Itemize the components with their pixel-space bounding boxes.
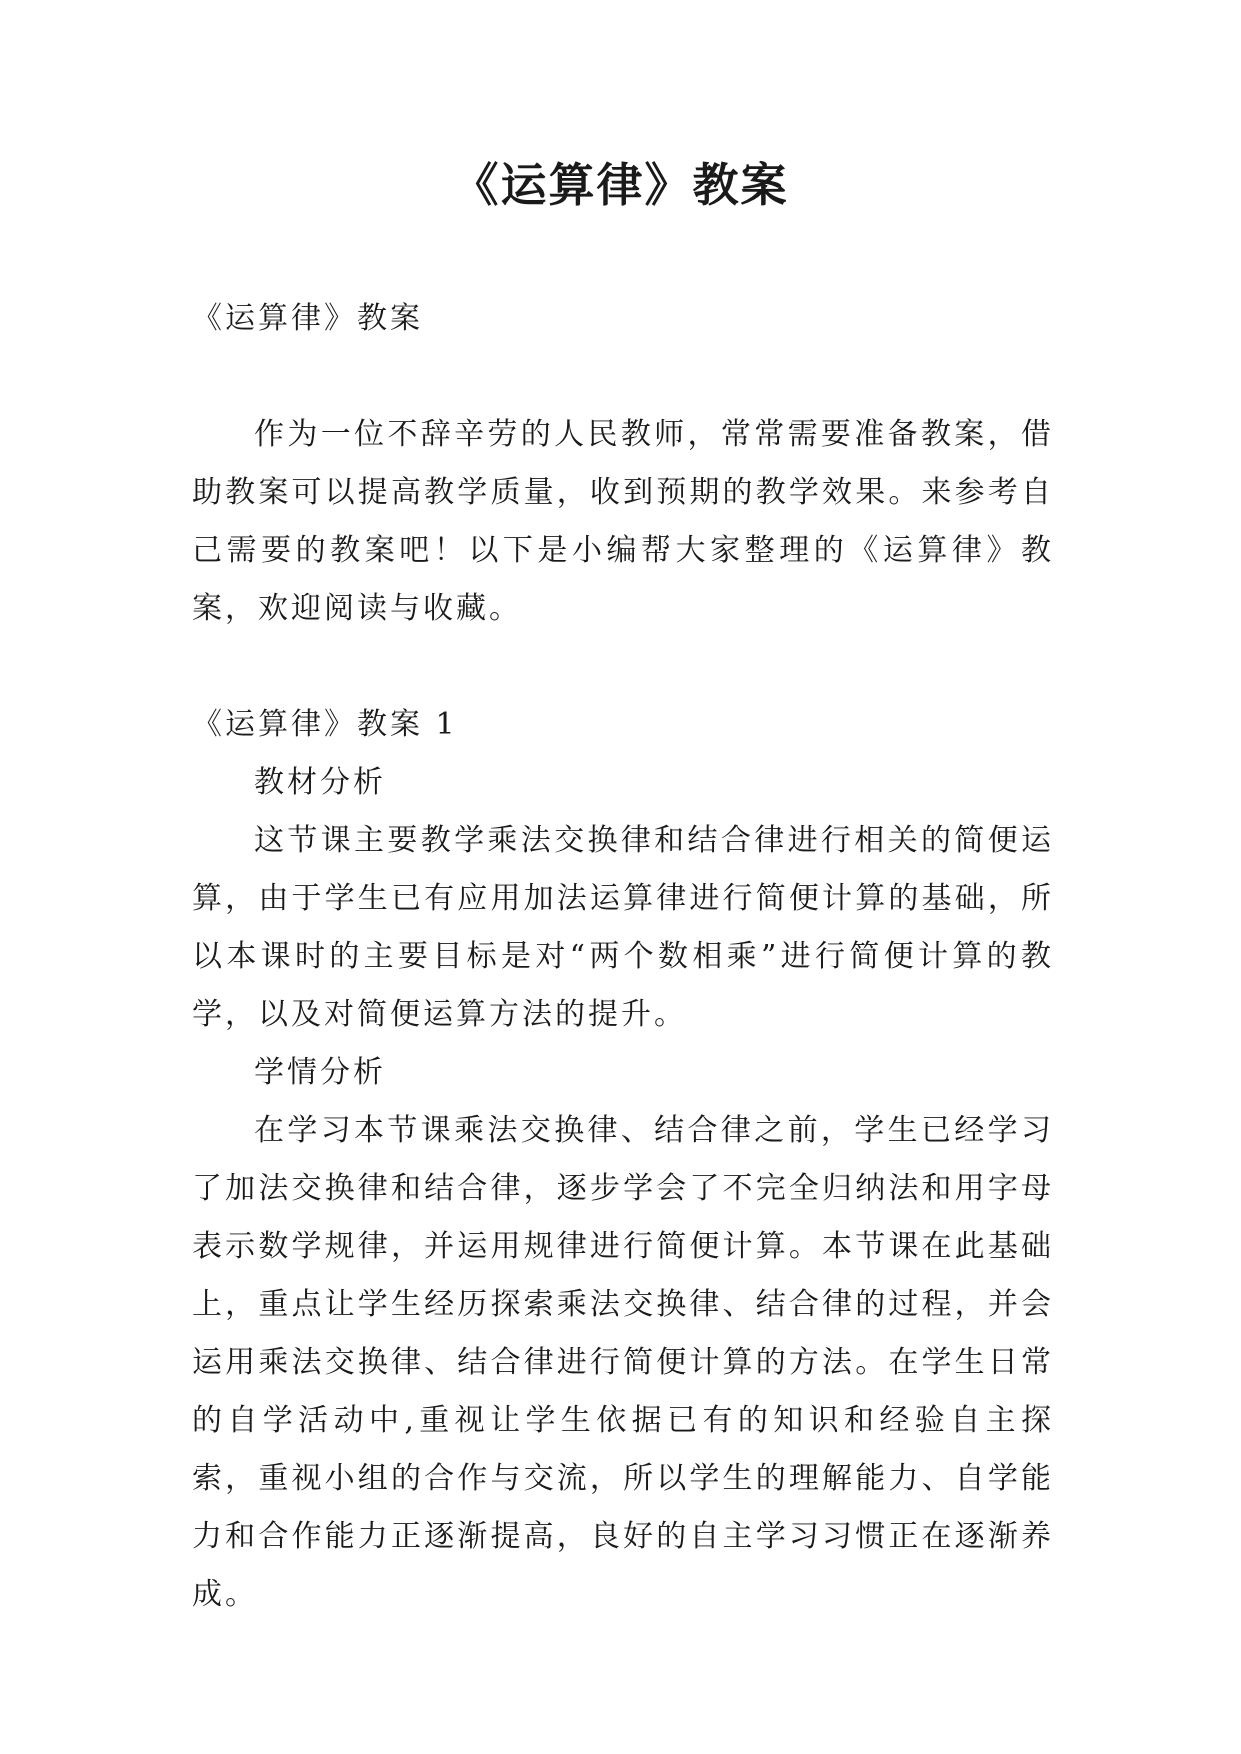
student-analysis-paragraph: 在学习本节课乘法交换律、结合律之前，学生已经学习了加法交换律和结合律，逐步学会了不完全归纳法和用字母表示数学规律，并运用规律进行简便计算。本节课在此基础上，重点让学生经历探索乘法交换律、结合律的过程，并会运用乘法交换律、结合律进行简便计算的方法。在学生日常的自学活动中,重视让学生依据已有的知识和经验自主探索，重视小组的合作与交流，所以学生的理解能力、自学能力和合作能力正逐渐提高，良好的自主学习习惯正在逐渐养成。 (192, 1113, 1054, 1612)
document-body (192, 290, 1054, 1624)
spacer (192, 638, 1054, 696)
intro-paragraph: 作为一位不辞辛劳的人民教师，常常需要准备教案，借助教案可以提高教学质量，收到预期的教学效果。来参考自己需要的教案吧！以下是小编帮大家整理的《运算律》教案，欢迎阅读与收藏。 (192, 417, 1054, 626)
document-subtitle: 《运算律》教案 (192, 301, 423, 336)
textbook-analysis-paragraph: 这节课主要教学乘法交换律和结合律进行相关的简便运算，由于学生已有应用加法运算律进行简便计算的基础，所以本课时的主要目标是对“两个数相乘”进行简便计算的教学，以及对简便运算方法的提升。 (192, 823, 1054, 1032)
textbook-analysis-heading: 教材分析 (254, 765, 386, 800)
document-title: 《运算律》教案 (452, 158, 789, 212)
student-analysis-heading: 学情分析 (254, 1055, 386, 1090)
section-title: 《运算律》教案 1 (192, 707, 458, 742)
